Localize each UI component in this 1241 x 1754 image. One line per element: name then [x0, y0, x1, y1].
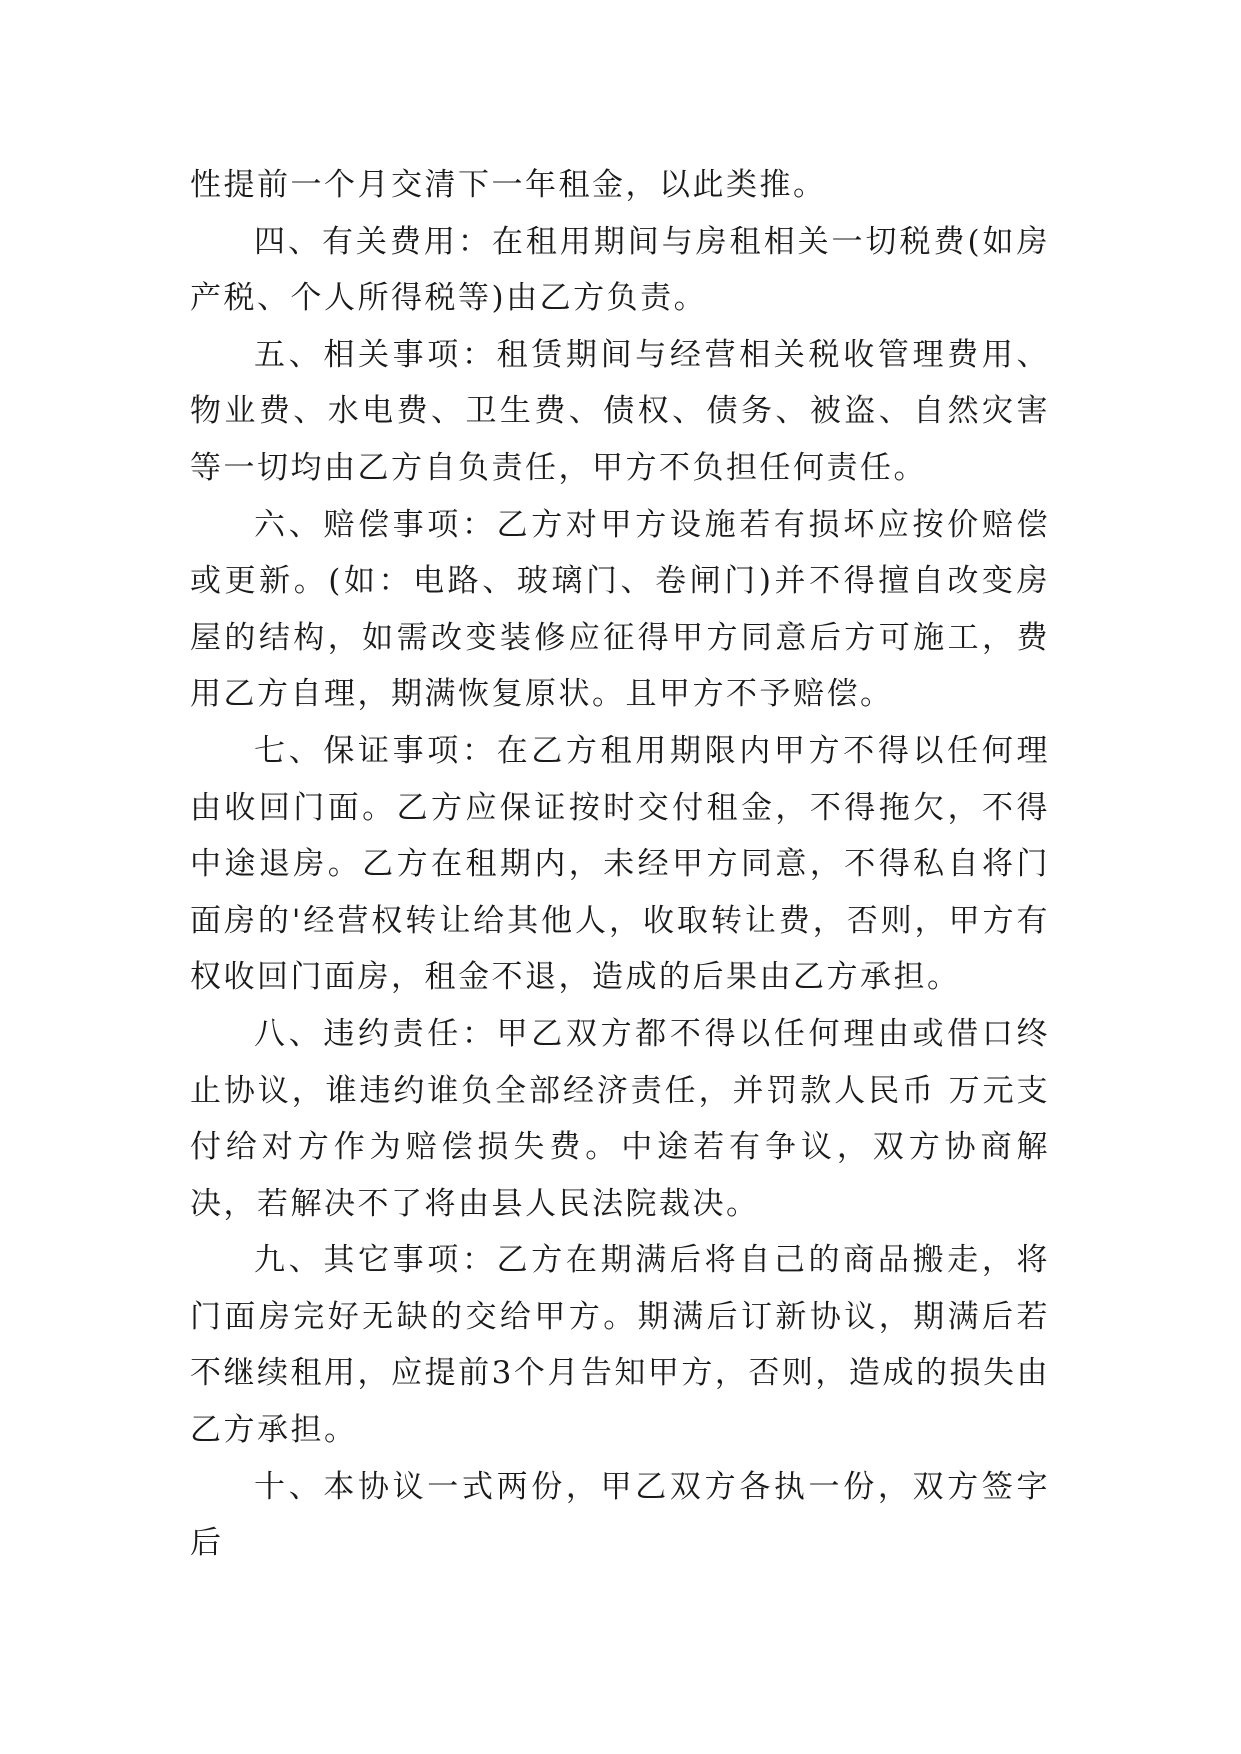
paragraph-clause-10-copies: 十、本协议一式两份，甲乙双方各执一份，双方签字后	[190, 1468, 1050, 1562]
paragraph-rent-continuation: 性提前一个月交清下一年租金，以此类推。	[190, 167, 827, 203]
document-body	[190, 157, 1050, 1572]
paragraph-clause-4-fees: 四、有关费用：在租用期间与房租相关一切税费(如房产税、个人所得税等)由乙方负责。	[190, 223, 1050, 317]
paragraph-clause-9-other: 九、其它事项：乙方在期满后将自己的商品搬走，将门面房完好无缺的交给甲方。期满后订新协议，期满后若不继续租用，应提前3个月告知甲方，否则，造成的损失由乙方承担。	[190, 1242, 1050, 1449]
paragraph-clause-8-breach: 八、违约责任：甲乙双方都不得以任何理由或借口终止协议，谁违约谁负全部经济责任，并罚款人民币 万元支付给对方作为赔偿损失费。中途若有争议，双方协商解决，若解决不了将由县人民法院裁决。	[190, 1015, 1050, 1222]
paragraph-clause-7-guarantee: 七、保证事项：在乙方租用期限内甲方不得以任何理由收回门面。乙方应保证按时交付租金，不得拖欠，不得中途退房。乙方在租期内，未经甲方同意，不得私自将门面房的'经营权转让给其他人，收取转让费，否则，甲方有权收回门面房，租金不退，造成的后果由乙方承担。	[190, 732, 1050, 996]
paragraph-clause-6-compensation: 六、赔偿事项：乙方对甲方设施若有损坏应按价赔偿或更新。(如：电路、玻璃门、卷闸门)并不得擅自改变房屋的结构，如需改变装修应征得甲方同意后方可施工，费用乙方自理，期满恢复原状。且甲方不予赔偿。	[190, 506, 1050, 713]
paragraph-clause-5-related-matters: 五、相关事项：租赁期间与经营相关税收管理费用、物业费、水电费、卫生费、债权、债务、被盗、自然灾害等一切均由乙方自负责任，甲方不负担任何责任。	[190, 336, 1050, 486]
